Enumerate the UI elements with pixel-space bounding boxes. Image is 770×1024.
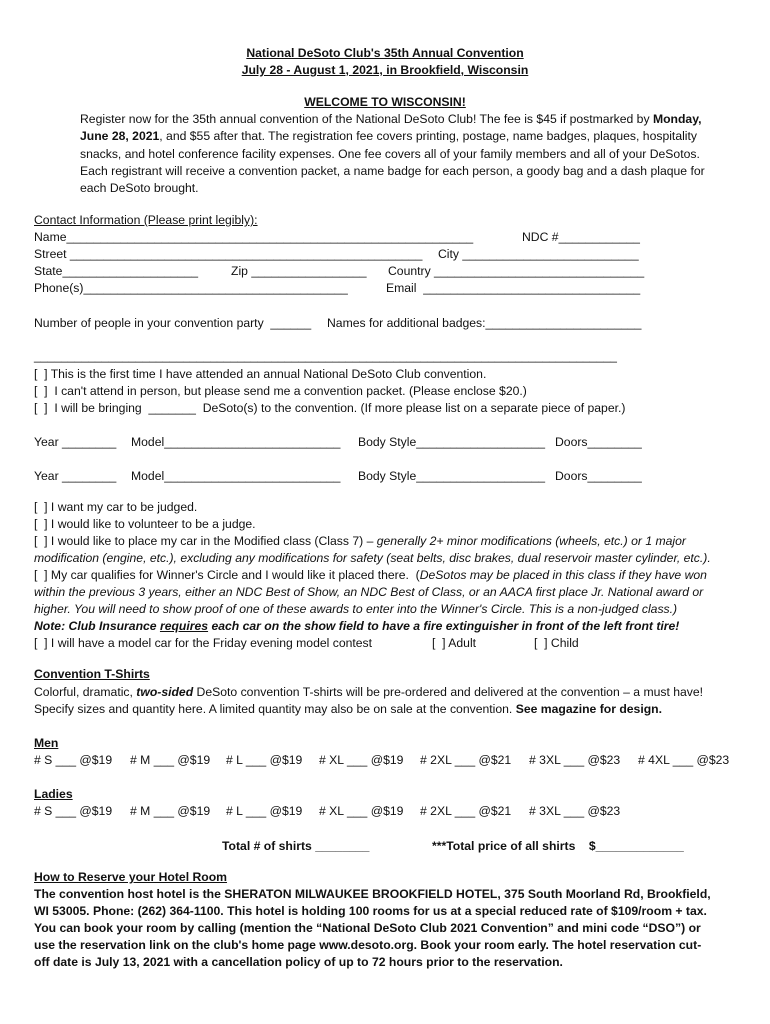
ladies-size-l[interactable]: # L ___ @$19 (226, 804, 303, 818)
city-field[interactable]: City __________________________ (438, 247, 639, 261)
volunteer-judge-checkbox[interactable]: [ ] I would like to volunteer to be a judge. (34, 517, 256, 531)
welcome-line-1: Register now for the 35th annual convention of the National DeSoto Club! The fee is $45 if postmarked by Monday, (80, 112, 702, 126)
total-price-field[interactable]: ***Total price of all shirts $_____________ (432, 839, 684, 853)
cant-attend-checkbox[interactable]: [ ] I can't attend in person, but please send me a convention packet. (Please enclose $20.) (34, 384, 527, 398)
hotel-line-5: off date is July 13, 2021 with a cancellation policy of up to 72 hours prior to the reservation. (34, 955, 563, 969)
zip-field[interactable]: Zip _________________ (231, 264, 367, 278)
state-field[interactable]: State____________________ (34, 264, 199, 278)
badge-names-field[interactable]: Names for additional badges:_______________________ (327, 316, 642, 330)
winners-circle-checkbox[interactable]: [ ] My car qualifies for Winner's Circle and I would like it placed there. (DeSotos may be placed in this class if they have won (34, 568, 707, 582)
tshirts-description-2: Specify sizes and quantity here. A limited quantity may also be on sale at the convention. See magazine for design. (34, 702, 662, 716)
men-size-xl[interactable]: # XL ___ @$19 (319, 753, 404, 767)
car2-model-field[interactable]: Model__________________________ (131, 469, 341, 483)
hotel-line-2: WI 53005. Phone: (262) 364-1100. This hotel is holding 100 rooms for us at a special reduced rate of $109/room + tax. (34, 904, 707, 918)
men-size-3xl[interactable]: # 3XL ___ @$23 (529, 753, 621, 767)
men-size-4xl[interactable]: # 4XL ___ @$23 (638, 753, 730, 767)
ladies-size-xl[interactable]: # XL ___ @$19 (319, 804, 404, 818)
winners-circle-description-1: within the previous 3 years, either an NDC Best of Show, an NDC Best of Class, or an AACA first place Jr. National award or (34, 585, 704, 599)
welcome-line-4: Each registrant will receive a convention packet, a name badge for each person, a goody bag and a dash plaque for (80, 164, 705, 178)
ladies-title: Ladies (34, 787, 73, 801)
car1-year-field[interactable]: Year ________ (34, 435, 117, 449)
country-field[interactable]: Country _______________________________ (388, 264, 645, 278)
hotel-line-1: The convention host hotel is the SHERATON MILWAUKEE BROOKFIELD HOTEL, 375 South Moorland Rd, Brookfield, (34, 887, 711, 901)
convention-title: National DeSoto Club's 35th Annual Convention (246, 46, 524, 60)
men-title: Men (34, 736, 59, 750)
convention-dates: July 28 - August 1, 2021, in Brookfield, Wisconsin (241, 63, 529, 77)
name-field[interactable]: Name____________________________________________________________ (34, 230, 474, 244)
winners-circle-description-2: higher. You will need to show proof of one of these awards to enter into the Winner's Circle. This is a non-judged class.) (34, 602, 678, 616)
welcome-title: WELCOME TO WISCONSIN! (304, 95, 466, 109)
car2-body-style-field[interactable]: Body Style___________________ (358, 469, 546, 483)
ndc-number-field[interactable]: NDC #____________ (522, 230, 640, 244)
welcome-line-3: snacks, and hotel conference facility expenses. One fee covers all of your family members and all of your DeSotos. (80, 147, 700, 161)
contact-title: Contact Information (Please print legibly): (34, 213, 258, 227)
model-contest-checkbox[interactable]: [ ] I will have a model car for the Friday evening model contest (34, 636, 373, 650)
judged-checkbox[interactable]: [ ] I want my car to be judged. (34, 500, 198, 514)
ladies-size-3xl[interactable]: # 3XL ___ @$23 (529, 804, 621, 818)
bringing-desotos-checkbox[interactable]: [ ] I will be bringing _______ DeSoto(s) to the convention. (If more please list on a separate piece of paper.) (34, 401, 626, 415)
welcome-line-2: June 28, 2021, and $55 after that. The registration fee covers printing, postage, name badges, plaques, hospitality (80, 129, 697, 143)
car2-year-field[interactable]: Year ________ (34, 469, 117, 483)
car1-body-style-field[interactable]: Body Style___________________ (358, 435, 546, 449)
welcome-line-5: each DeSoto brought. (80, 181, 199, 195)
total-shirts-field[interactable]: Total # of shirts ________ (222, 839, 370, 853)
first-time-checkbox[interactable]: [ ] This is the first time I have attended an annual National DeSoto Club convention. (34, 367, 487, 381)
ladies-size-2xl[interactable]: # 2XL ___ @$21 (420, 804, 512, 818)
email-field[interactable]: Email ________________________________ (386, 281, 641, 295)
modified-class-checkbox[interactable]: [ ] I would like to place my car in the Modified class (Class 7) – generally 2+ minor modifications (wheels, etc.) or 1 major (34, 534, 686, 548)
phone-field[interactable]: Phone(s)_______________________________________ (34, 281, 348, 295)
street-field[interactable]: Street ____________________________________________________ (34, 247, 423, 261)
hotel-title: How to Reserve your Hotel Room (34, 870, 228, 884)
men-size-l[interactable]: # L ___ @$19 (226, 753, 303, 767)
hotel-line-4: use the reservation link on the club's home page www.desoto.org. Book your room early. The hotel reservation cut- (34, 938, 702, 952)
hotel-line-3: You can book your room by calling (mention the “National DeSoto Club 2021 Convention” and mini code “DSO”) or (34, 921, 701, 935)
men-size-m[interactable]: # M ___ @$19 (130, 753, 211, 767)
tshirts-description-1: Colorful, dramatic, two-sided DeSoto convention T-shirts will be pre-ordered and delivered at the convention – a must have! (34, 685, 704, 699)
tshirts-title: Convention T-Shirts (34, 667, 150, 681)
ladies-size-m[interactable]: # M ___ @$19 (130, 804, 211, 818)
adult-checkbox[interactable]: [ ] Adult (432, 636, 477, 650)
men-size-2xl[interactable]: # 2XL ___ @$21 (420, 753, 512, 767)
car2-doors-field[interactable]: Doors________ (555, 469, 642, 483)
party-size-field[interactable]: Number of people in your convention party ______ (34, 316, 312, 330)
badge-names-continuation[interactable]: ______________________________________________________________________________________ (34, 349, 617, 363)
modified-class-description: modification (engine, etc.), excluding any modifications for safety (seat belts, disc brakes, dual reservoir master cylinder, etc.). (34, 551, 711, 565)
child-checkbox[interactable]: [ ] Child (534, 636, 579, 650)
car1-doors-field[interactable]: Doors________ (555, 435, 642, 449)
men-size-s[interactable]: # S ___ @$19 (34, 753, 113, 767)
ladies-size-s[interactable]: # S ___ @$19 (34, 804, 113, 818)
car1-model-field[interactable]: Model__________________________ (131, 435, 341, 449)
insurance-note: Note: Club Insurance requires each car on the show field to have a fire extinguisher in front of the left front tire! (34, 619, 680, 633)
